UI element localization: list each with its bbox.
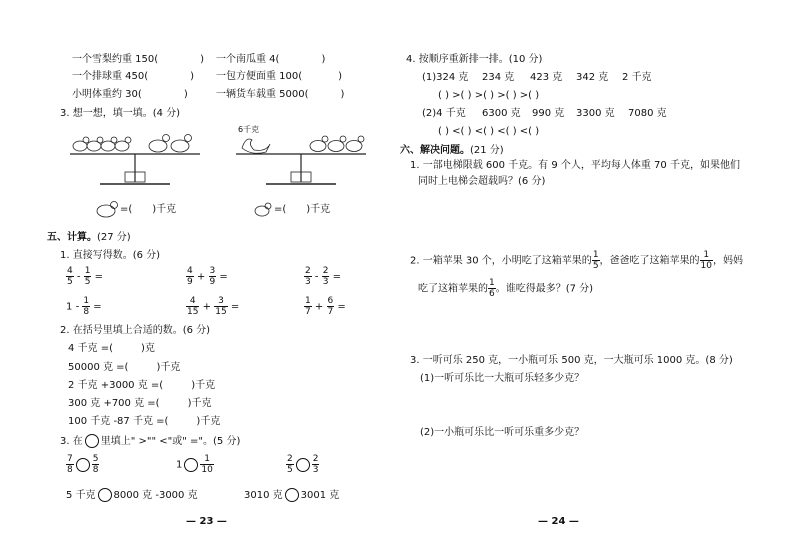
fraction-exercise: $\frac{1}{7}$ + $\frac{6}{7}$ = — [305, 296, 346, 317]
hen-icon — [310, 136, 364, 152]
section-5-title: 五、计算。(27 分) — [47, 232, 131, 243]
sort-row-2-item: 3300 克 — [576, 108, 615, 119]
sort-row-1-item: 342 克 — [576, 72, 609, 83]
sort-row-1-item: 423 克 — [530, 72, 563, 83]
fraction-exercise: $\frac{4}{5}$ - $\frac{1}{5}$ = — [67, 266, 104, 287]
sort-row-2-item: 6300 克 — [482, 108, 521, 119]
estimate-item: 一辆货车载重 5000( ) — [216, 89, 345, 100]
balance-scale-1 — [70, 128, 200, 198]
problem-1-line-2: 同时上电梯会超载吗？(6 分) — [418, 176, 546, 187]
sort-row-2-item: 990 克 — [532, 108, 565, 119]
compare-circle[interactable] — [98, 488, 112, 502]
problem-3-question-2: (2)一小瓶可乐比一听可乐重多少克？ — [420, 427, 585, 438]
compare-circle[interactable] — [76, 458, 90, 472]
problem-3-question-1: (1)一听可乐比一大瓶可乐轻多少克？ — [420, 373, 585, 384]
unit-conversion: 4 千克 =( )克 — [68, 343, 155, 354]
hen-weight-answer: =( )千克 — [120, 204, 177, 215]
unit-conversion: 2 千克 +3000 克 =( )千克 — [68, 380, 216, 391]
chick-icon — [252, 200, 274, 218]
sort-row-2-item: (2)4 千克 — [422, 108, 466, 119]
estimate-item: 一包方便面重 100( ) — [216, 71, 343, 82]
calc-3-title: 3. 在 里填上" >"" <"或" ="。(5 分) — [60, 436, 241, 447]
sort-row-2-blanks: ( ) <( ) <( ) <( ) <( ) — [438, 126, 540, 137]
compare-item: 5 千克 8000 克 -3000 克 — [66, 490, 198, 501]
compare-item: 1 $\frac{1}{10}$ — [176, 454, 213, 475]
fraction-exercise: 1 - $\frac{1}{8}$ = — [66, 296, 102, 317]
problem-1-line-1: 1. 一部电梯限载 600 千克。有 9 个人，平均每人体重 70 千克，如果他们 — [410, 160, 740, 171]
section-6-title: 六、解决问题。(21 分) — [400, 145, 504, 156]
fraction-exercise: $\frac{2}{3}$ - $\frac{2}{3}$ = — [305, 266, 342, 287]
compare-item: 3010 克 3001 克 — [244, 490, 340, 501]
question-3-title: 3. 想一想，填一填。(4 分) — [60, 108, 181, 119]
sort-row-1-blanks: ( ) >( ) >( ) >( ) >( ) — [438, 90, 540, 101]
page-number: — 24 — — [538, 516, 579, 527]
right-page — [400, 0, 800, 560]
sort-row-2-item: 7080 克 — [628, 108, 667, 119]
compare-circle[interactable] — [285, 488, 299, 502]
chick-weight-answer: =( )千克 — [274, 204, 331, 215]
problem-2-line-2: 吃了这箱苹果的 $\frac{1}{6}$ 。谁吃得最多？(7 分) — [418, 278, 594, 299]
estimate-item: 一个排球重 450( ) — [72, 71, 195, 82]
calc-2-title: 2. 在括号里填上合适的数。(6 分) — [60, 325, 211, 336]
circle-icon — [85, 434, 99, 448]
estimate-item: 一个南瓜重 4( ) — [216, 54, 326, 65]
swan-icon — [242, 139, 270, 153]
estimate-item: 小明体重约 30( ) — [72, 89, 188, 100]
weight-label: 6千克 — [238, 125, 260, 134]
hen-icon — [96, 200, 120, 218]
sort-row-1-item: 234 克 — [482, 72, 515, 83]
compare-item: $\frac{7}{8}$ $\frac{5}{8}$ — [67, 454, 99, 475]
unit-conversion: 50000 克 =( )千克 — [68, 362, 181, 373]
calc-1-title: 1. 直接写得数。(6 分) — [60, 250, 161, 261]
fraction-exercise: $\frac{4}{15}$ + $\frac{3}{15}$ = — [187, 296, 240, 317]
estimate-item: 一个雪梨约重 150( ) — [72, 54, 205, 65]
chick-icon — [73, 137, 131, 151]
page-number: — 23 — — [186, 516, 227, 527]
compare-circle[interactable] — [184, 458, 198, 472]
hen-icon — [149, 135, 192, 153]
sort-row-1-item: (1)324 克 — [422, 72, 469, 83]
compare-circle[interactable] — [296, 458, 310, 472]
compare-item: $\frac{2}{5}$ $\frac{2}{3}$ — [287, 454, 319, 475]
balance-scale-2 — [236, 128, 366, 198]
problem-3-title: 3. 一听可乐 250 克，一小瓶可乐 500 克，一大瓶可乐 1000 克。(8 分) — [410, 355, 733, 366]
unit-conversion: 300 克 +700 克 =( )千克 — [68, 398, 212, 409]
fraction-exercise: $\frac{4}{9}$ + $\frac{3}{9}$ = — [187, 266, 228, 287]
unit-conversion: 100 千克 -87 千克 =( )千克 — [68, 416, 221, 427]
problem-2-line-1: 2. 一箱苹果 30 个，小明吃了这箱苹果的 $\frac{1}{5}$ ，爸爸吃了这箱苹果的 $\frac{1}{10}$ ，妈妈 — [410, 250, 743, 271]
sort-row-1-item: 2 千克 — [622, 72, 652, 83]
question-4-title: 4. 按顺序重新排一排。(10 分) — [406, 54, 543, 65]
